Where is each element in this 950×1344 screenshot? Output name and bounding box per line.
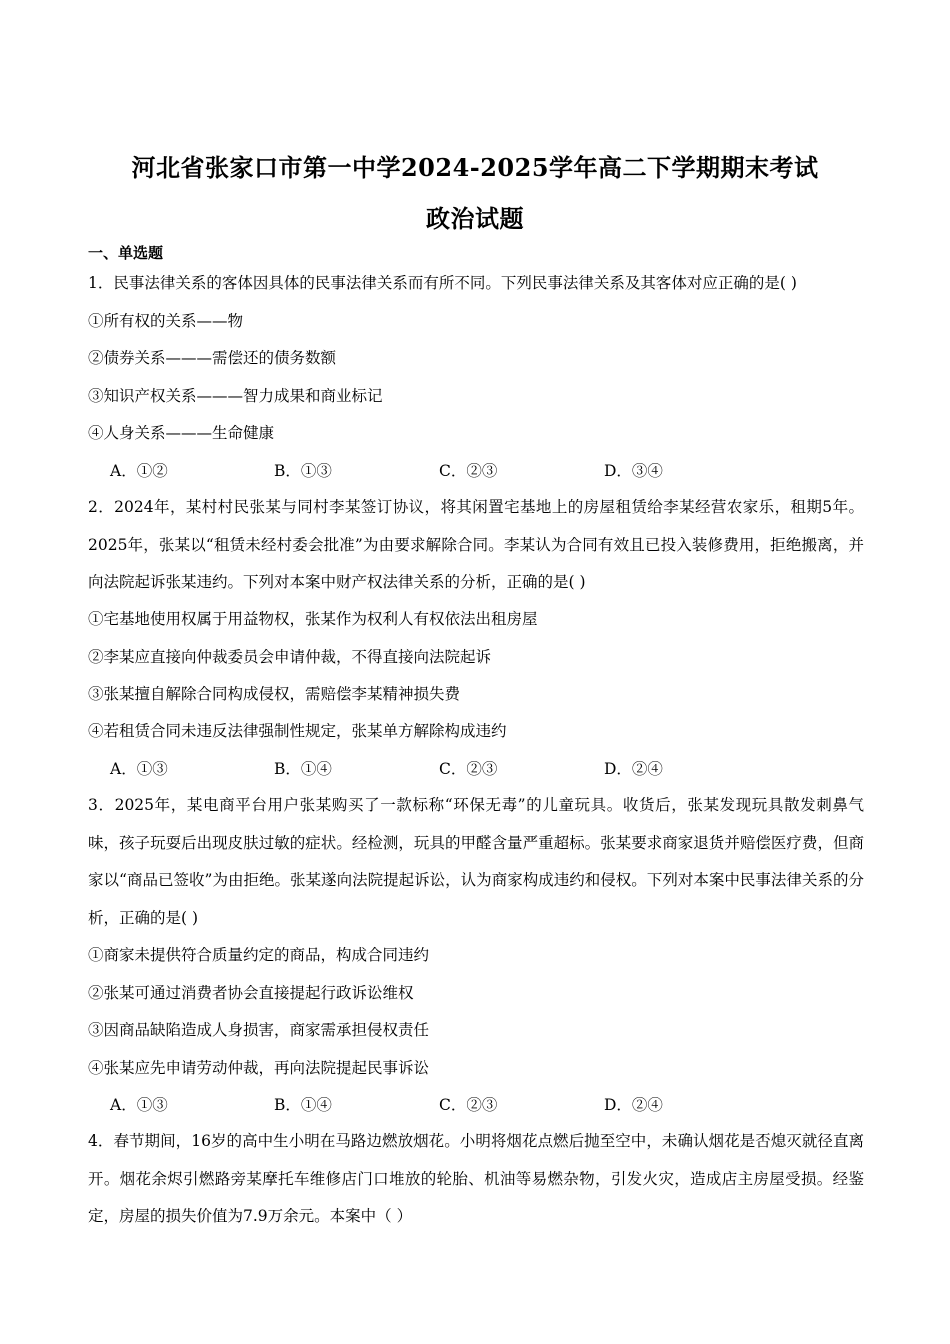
question-3-option-3: ③因商品缺陷造成人身损害，商家需承担侵权责任 (88, 1021, 430, 1039)
choice-a: A．①② (110, 462, 168, 480)
question-1-option-4: ④人身关系———生命健康 (88, 424, 275, 442)
question-2-option-3: ③张某擅自解除合同构成侵权，需赔偿李某精神损失费 (88, 685, 461, 703)
question-3-stem: 3．2025年，某电商平台用户张某购买了一款标称“环保无毒”的儿童玩具。收货后，张某发现玩具散发刺鼻气味，孩子玩耍后出现皮肤过敏的症状。经检测，玩具的甲醛含量严重超标。张某要求商家退货并赔偿医疗费，但商家以“商品已签收”为由拒绝。张某遂向法院提起诉讼，认为商家构成违约和侵权。下列对本案中民事法律关系的分析，正确的是( ) (88, 796, 864, 927)
choice-d: D．③④ (604, 462, 663, 480)
question-2-option-4: ④若租赁合同未违反法律强制性规定，张某单方解除构成违约 (88, 722, 507, 740)
document-title: 河北省张家口市第一中学2024-2025学年高二下学期期末考试 (131, 153, 819, 182)
choice-a: A．①③ (110, 760, 168, 778)
question-3-option-1: ①商家未提供符合质量约定的商品，构成合同违约 (88, 946, 430, 964)
question-4-stem: 4．春节期间，16岁的高中生小明在马路边燃放烟花。小明将烟花点燃后抛至空中，未确认烟花是否熄灭就径直离开。烟花余烬引燃路旁某摩托车维修店门口堆放的轮胎、机油等易燃杂物，引发火灾，造成店主房屋受损。经鉴定，房屋的损失价值为7.9万余元。本案中（ ） (88, 1132, 864, 1225)
choice-b: B．①④ (274, 760, 332, 778)
question-1-option-2: ②债券关系———需偿还的债务数额 (88, 349, 337, 367)
choice-a: A．①③ (110, 1096, 168, 1114)
document-subtitle: 政治试题 (426, 204, 524, 233)
choice-d: D．②④ (604, 760, 663, 778)
section-heading: 一、单选题 (88, 244, 164, 262)
choice-b: B．①③ (274, 462, 332, 480)
question-2-stem: 2．2024年，某村村民张某与同村李某签订协议，将其闲置宅基地上的房屋租赁给李某经营农家乐，租期5年。2025年，张某以“租赁未经村委会批准”为由要求解除合同。李某认为合同有效且已投入装修费用，拒绝搬离，并向法院起诉张某违约。下列对本案中财产权法律关系的分析，正确的是( ) (88, 498, 864, 591)
choice-c: C．②③ (439, 760, 498, 778)
choice-b: B．①④ (274, 1096, 332, 1114)
question-2-option-2: ②李某应直接向仲裁委员会申请仲裁，不得直接向法院起诉 (88, 648, 492, 666)
question-2-option-1: ①宅基地使用权属于用益物权，张某作为权利人有权依法出租房屋 (88, 610, 538, 628)
question-1-option-1: ①所有权的关系——物 (88, 312, 244, 330)
choice-c: C．②③ (439, 1096, 498, 1114)
question-1-stem: 1．民事法律关系的客体因具体的民事法律关系而有所不同。下列民事法律关系及其客体对应正确的是( ) (88, 274, 797, 292)
question-3-option-2: ②张某可通过消费者协会直接提起行政诉讼维权 (88, 984, 414, 1002)
question-1-option-3: ③知识产权关系———智力成果和商业标记 (88, 387, 383, 405)
question-3-option-4: ④张某应先申请劳动仲裁，再向法院提起民事诉讼 (88, 1059, 430, 1077)
choice-c: C．②③ (439, 462, 498, 480)
choice-d: D．②④ (604, 1096, 663, 1114)
